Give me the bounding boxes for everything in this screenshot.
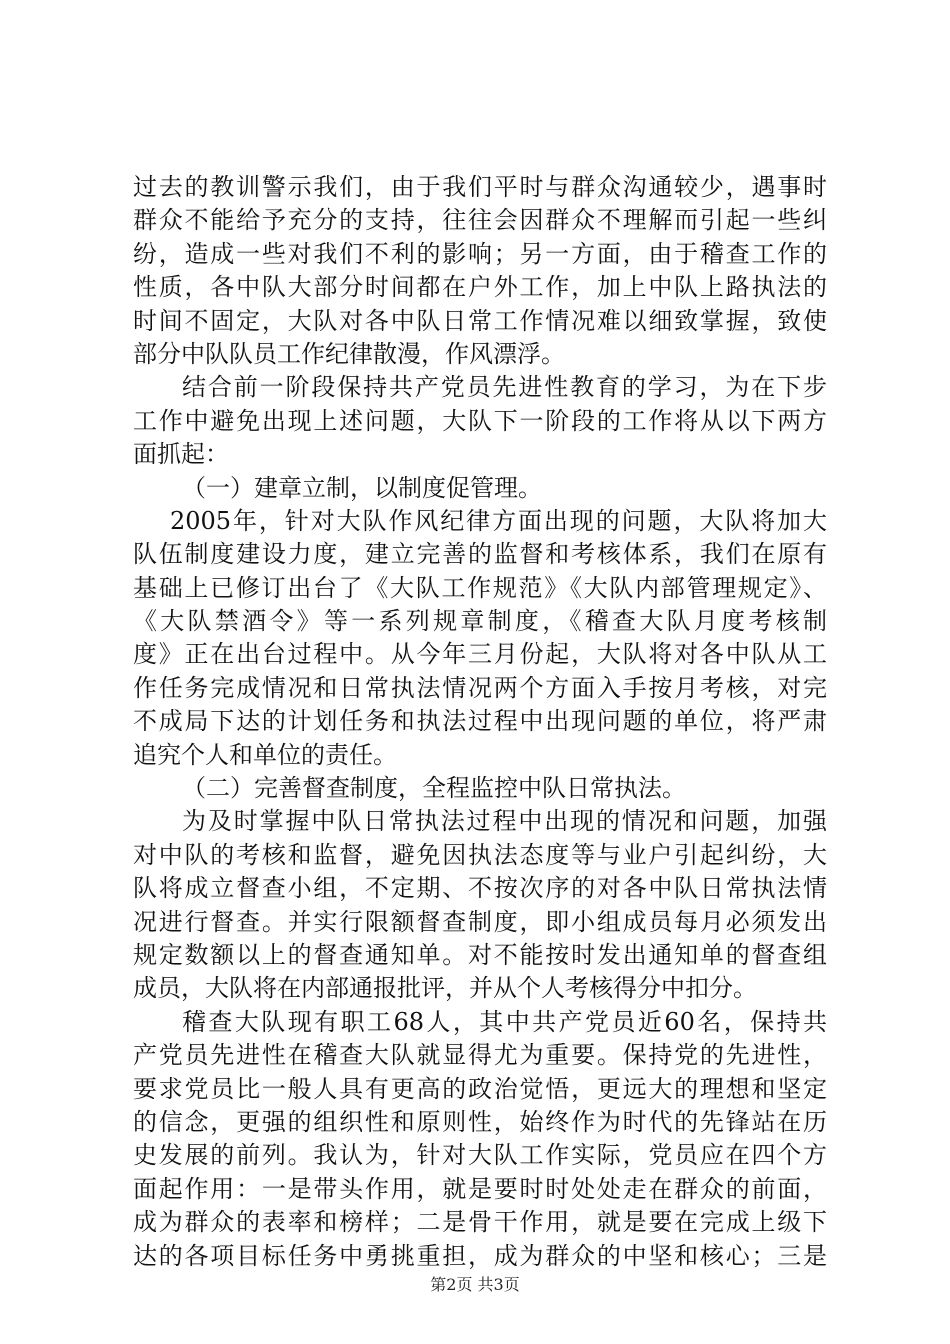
text-line: 达的各项目标任务中勇挑重担，成为群众的中坚和核心；三是: [133, 1241, 827, 1270]
text-line: 部分中队队员工作纪律散漫，作风漂浮。: [133, 339, 565, 368]
text-line: 成员，大队将在内部通报批评，并从个人考核得分中扣分。: [133, 974, 757, 1003]
text-line: 追究个人和单位的责任。: [133, 740, 397, 769]
text-line: 队将成立督查小组，不定期、不按次序的对各中队日常执法情: [133, 874, 827, 903]
text-line: 结合前一阶段保持共产党员先进性教育的学习，为在下步: [182, 373, 827, 402]
text-line: 况进行督查。并实行限额督查制度，即小组成员每月必须发出: [133, 907, 827, 936]
text-line: 面抓起：: [133, 440, 229, 469]
text-line: 面起作用：一是带头作用，就是要时时处处走在群众的前面，: [133, 1174, 827, 1203]
text-line: 规定数额以上的督查通知单。对不能按时发出通知单的督查组: [133, 940, 827, 969]
section-heading: （一）建章立制，以制度促管理。: [182, 473, 542, 502]
text-line: 工作中避免出现上述问题，大队下一阶段的工作将从以下两方: [133, 406, 827, 435]
text-line: 性质，各中队大部分时间都在户外工作，加上中队上路执法的: [133, 273, 827, 302]
text-line: 稽查大队现有职工68人，其中共产党员近60名，保持共: [182, 1007, 827, 1036]
text-line: 对中队的考核和监督，避免因执法态度等与业户引起纠纷，大: [133, 840, 827, 869]
page-number-footer: 第2页 共3页: [430, 1275, 520, 1294]
text-line: 为及时掌握中队日常执法过程中出现的情况和问题，加强: [182, 807, 827, 836]
text-line: 作任务完成情况和日常执法情况两个方面入手按月考核，对完: [133, 673, 827, 702]
text-line: 2005年，针对大队作风纪律方面出现的问题，大队将加大: [170, 506, 827, 535]
text-line: 不成局下达的计划任务和执法过程中出现问题的单位，将严肃: [133, 707, 827, 736]
text-line: 过去的教训警示我们，由于我们平时与群众沟通较少，遇事时: [133, 173, 827, 201]
text-line: 纷，造成一些对我们不利的影响；另一方面，由于稽查工作的: [133, 239, 827, 268]
text-line: 时间不固定，大队对各中队日常工作情况难以细致掌握，致使: [133, 306, 827, 335]
document-body: [133, 171, 827, 1273]
text-line: 要求党员比一般人具有更高的政治觉悟，更远大的理想和坚定: [133, 1074, 827, 1103]
text-line: 基础上已修订出台了《大队工作规范》《大队内部管理规定》、: [133, 573, 827, 602]
text-line: 产党员先进性在稽查大队就显得尤为重要。保持党的先进性，: [133, 1041, 827, 1070]
text-line: 群众不能给予充分的支持，往往会因群众不理解而引起一些纠: [133, 206, 827, 235]
text-line: 队伍制度建设力度，建立完善的监督和考核体系，我们在原有: [133, 540, 827, 569]
text-line: 成为群众的表率和榜样；二是骨干作用，就是要在完成上级下: [133, 1208, 827, 1237]
section-heading: （二）完善督查制度，全程监控中队日常执法。: [182, 774, 686, 803]
text-line: 史发展的前列。我认为，针对大队工作实际，党员应在四个方: [133, 1141, 827, 1170]
text-line: 度》正在出台过程中。从今年三月份起，大队将对各中队从工: [133, 640, 827, 669]
text-line: 《大队禁酒令》等一系列规章制度，《稽查大队月度考核制: [133, 607, 827, 636]
text-line: 的信念，更强的组织性和原则性，始终作为时代的先锋站在历: [133, 1107, 827, 1136]
